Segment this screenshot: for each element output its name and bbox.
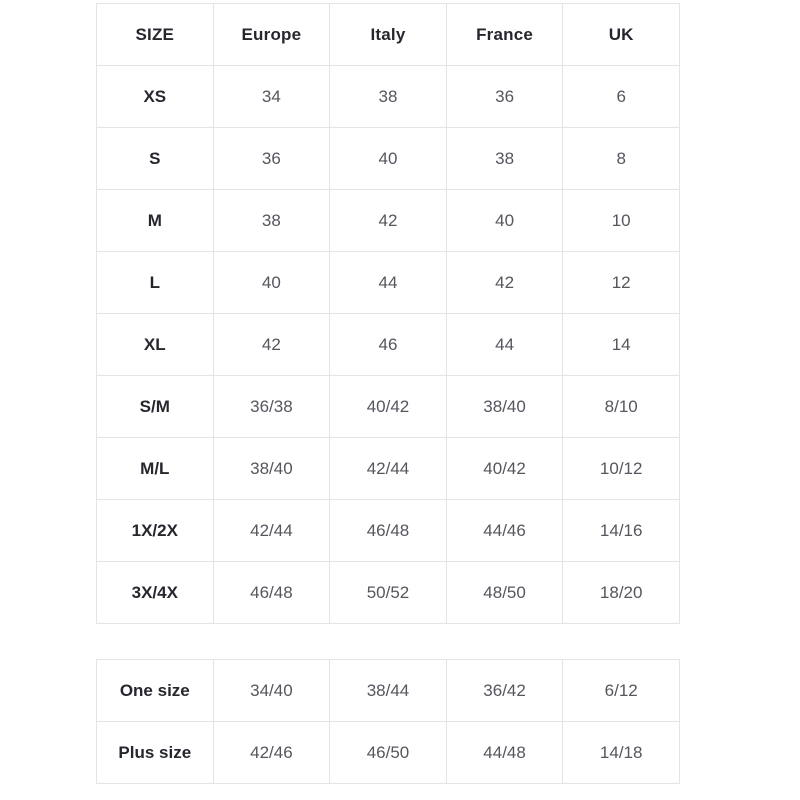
value-cell: 46 [330,314,447,376]
row-label-cell: L [97,252,214,314]
row-label-cell: 1X/2X [97,500,214,562]
value-cell: 38 [213,190,330,252]
value-cell: 10/12 [563,438,680,500]
value-cell: 44/48 [446,722,563,784]
size-conversion-table [96,3,680,624]
value-cell: 50/52 [330,562,447,624]
value-cell: 8/10 [563,376,680,438]
table-row [97,376,680,438]
value-cell: 42 [446,252,563,314]
value-cell: 46/48 [330,500,447,562]
table-row [97,438,680,500]
special-sizes-table [96,659,680,784]
value-cell: 38 [330,66,447,128]
value-cell: 36 [213,128,330,190]
row-label-cell: M/L [97,438,214,500]
row-label-cell: 3X/4X [97,562,214,624]
header-cell-france: France [446,4,563,66]
value-cell: 36/38 [213,376,330,438]
value-cell: 14 [563,314,680,376]
table-row [97,66,680,128]
value-cell: 48/50 [446,562,563,624]
value-cell: 38/40 [213,438,330,500]
row-label-cell: S/M [97,376,214,438]
value-cell: 42/44 [213,500,330,562]
value-cell: 42 [330,190,447,252]
value-cell: 18/20 [563,562,680,624]
row-label-cell: XL [97,314,214,376]
value-cell: 14/16 [563,500,680,562]
table-row [97,722,680,784]
table-row [97,562,680,624]
table-row [97,500,680,562]
value-cell: 44/46 [446,500,563,562]
value-cell: 40 [213,252,330,314]
header-row [97,4,680,66]
value-cell: 12 [563,252,680,314]
value-cell: 40/42 [330,376,447,438]
value-cell: 40 [446,190,563,252]
size-table-body [97,66,680,624]
size-table-header [97,4,680,66]
table-row [97,314,680,376]
value-cell: 6 [563,66,680,128]
value-cell: 46/48 [213,562,330,624]
header-cell-uk: UK [563,4,680,66]
value-cell: 40/42 [446,438,563,500]
value-cell: 42/46 [213,722,330,784]
row-label-cell: One size [97,660,214,722]
table-row [97,190,680,252]
value-cell: 14/18 [563,722,680,784]
value-cell: 34/40 [213,660,330,722]
header-cell-size: SIZE [97,4,214,66]
value-cell: 38/44 [330,660,447,722]
value-cell: 36 [446,66,563,128]
table-row [97,252,680,314]
value-cell: 34 [213,66,330,128]
value-cell: 6/12 [563,660,680,722]
row-label-cell: XS [97,66,214,128]
value-cell: 44 [446,314,563,376]
value-cell: 46/50 [330,722,447,784]
special-sizes-body [97,660,680,784]
table-row [97,660,680,722]
row-label-cell: Plus size [97,722,214,784]
header-cell-italy: Italy [330,4,447,66]
value-cell: 38 [446,128,563,190]
value-cell: 40 [330,128,447,190]
value-cell: 36/42 [446,660,563,722]
table-row [97,128,680,190]
row-label-cell: S [97,128,214,190]
value-cell: 44 [330,252,447,314]
value-cell: 8 [563,128,680,190]
value-cell: 42/44 [330,438,447,500]
header-cell-europe: Europe [213,4,330,66]
row-label-cell: M [97,190,214,252]
value-cell: 38/40 [446,376,563,438]
value-cell: 10 [563,190,680,252]
value-cell: 42 [213,314,330,376]
